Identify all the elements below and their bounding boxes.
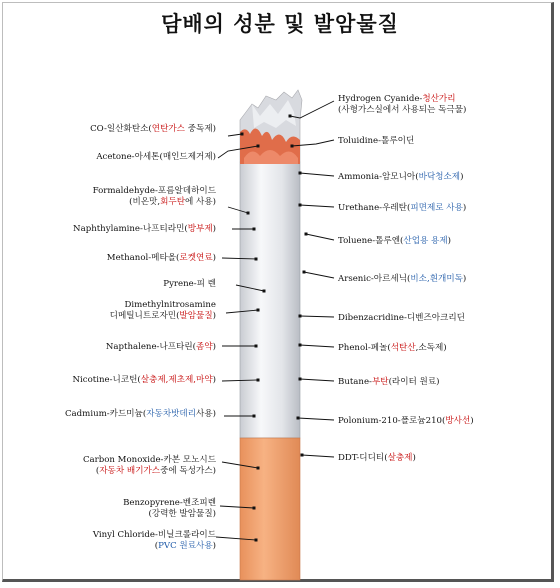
label-napthalene [106, 342, 216, 353]
leader-dot-pyrene [263, 290, 266, 293]
highlight-text: 로켓연료 [179, 253, 213, 263]
leader-line-polonium [298, 418, 334, 420]
label-line [123, 509, 216, 520]
highlight-text: 자동차밧데리 [146, 409, 197, 419]
diagram-title: 담배의 성분 및 발암물질 [161, 11, 399, 36]
label-line [338, 416, 474, 427]
cigarette-paper [240, 162, 300, 438]
highlight-text: 발암물질 [179, 311, 213, 321]
label-dibenzacridine [338, 313, 465, 324]
label-text: Dimethylnitrosamine [124, 300, 216, 310]
label-toluidine [338, 136, 414, 147]
leader-line-ddt [302, 455, 334, 457]
label-text: Vinyl Chloride-비닐크롤라이드 [92, 530, 216, 540]
label-text: ) [212, 253, 216, 263]
label-phenol [338, 343, 447, 354]
leader-dot-urethane [299, 204, 302, 207]
label-cadmium [65, 409, 216, 420]
label-text: ) [412, 453, 416, 463]
label-text: ) [462, 203, 467, 213]
highlight-text: 석탄산 [390, 343, 416, 353]
label-naphthylamine [73, 224, 216, 235]
leader-dot-carbon-monoxide [257, 467, 260, 470]
label-text: ) [460, 172, 464, 182]
label-line [338, 236, 451, 247]
highlight-text: 방부제 [187, 224, 213, 234]
leader-line-dibenzacridine [300, 316, 334, 317]
label-text: DDT-디디티( [338, 453, 388, 463]
label-line [107, 253, 216, 264]
label-line [93, 186, 216, 197]
label-text: Hydrogen Cyanide- [338, 94, 423, 104]
leader-line-ammonia [300, 173, 334, 176]
cigarette-filter [240, 438, 300, 580]
label-line [123, 498, 216, 509]
label-line [93, 530, 216, 541]
highlight-text: PVC 원료사용 [158, 541, 213, 551]
label-text: (강력한 발암물질) [148, 509, 216, 519]
label-dimethylnitrosamine [110, 300, 216, 322]
label-text: Toluene-톨루엔( [338, 236, 404, 246]
highlight-text: 살충제 [387, 453, 413, 463]
highlight-text: 연탄가스 [151, 124, 185, 134]
label-line [93, 541, 216, 552]
highlight-text: 산업용 용제 [403, 236, 448, 246]
leader-dot-dibenzacridine [299, 315, 302, 318]
label-co [90, 124, 216, 135]
label-line [338, 453, 416, 464]
highlight-text: 청산가리 [422, 94, 456, 104]
label-text: Phenol-페놀( [338, 343, 391, 353]
label-polonium [338, 416, 474, 427]
leader-line-butane [300, 379, 334, 381]
highlight-text: 바닥청소제 [418, 172, 461, 182]
label-line [65, 409, 216, 420]
label-vinyl-chloride [93, 530, 216, 552]
label-line [96, 152, 216, 163]
label-text: Carbon Monoxide-카본 모노시드 [82, 455, 216, 465]
label-text: Benzopyrene-벤조피렌 [123, 498, 216, 508]
label-line [338, 172, 463, 183]
highlight-text: 회두탄 [160, 197, 185, 207]
label-text: ) [212, 375, 216, 385]
label-text: Nicotine-니코틴( [72, 375, 141, 385]
label-text: ) [212, 342, 216, 352]
leader-dot-methanol [255, 258, 258, 261]
leader-dot-nicotine [257, 379, 260, 382]
label-formaldehyde [93, 186, 216, 208]
label-benzopyrene [123, 498, 216, 520]
label-line [110, 300, 216, 311]
leader-dot-naphthylamine [253, 228, 256, 231]
leader-dot-ddt [301, 454, 304, 457]
label-line [90, 124, 216, 135]
label-text: Ammonia-암모니아( [338, 172, 419, 182]
label-nicotine [73, 375, 217, 386]
label-text: Acetone-아세톤(매인드제거제) [96, 152, 216, 162]
leader-dot-formaldehyde [247, 212, 250, 215]
label-arsenic [338, 274, 466, 285]
label-text: Urethane-우레탄( [338, 203, 411, 213]
label-text: (비온맛, [129, 197, 161, 207]
leader-dot-arsenic [303, 271, 306, 274]
leader-dot-toluene [305, 233, 308, 236]
leader-dot-napthalene [255, 345, 258, 348]
leader-line-urethane [300, 205, 334, 207]
label-text: Butane- [338, 377, 372, 387]
label-line [163, 279, 216, 290]
label-urethane [338, 203, 466, 214]
label-text: Pyrene-피 렌 [163, 279, 216, 289]
leader-line-phenol [300, 345, 334, 347]
highlight-text: 피면제로 사용 [410, 203, 463, 213]
label-text: ) [212, 311, 216, 321]
label-line [338, 313, 465, 324]
label-methanol [107, 253, 216, 264]
leader-dot-dimethylnitrosamine [257, 309, 260, 312]
label-text: 중독제) [185, 124, 216, 134]
label-text: 디메틸니트로자민( [109, 311, 180, 321]
label-text: 중에 독성가스) [160, 466, 216, 476]
highlight-text: 부탄 [371, 377, 389, 387]
leader-dot-acetone [257, 145, 260, 148]
label-carbon-monoxide [83, 455, 216, 477]
label-text: Formaldehyde-포름알데하이드 [92, 186, 216, 196]
label-text: Methanol-메타올( [106, 253, 180, 263]
label-text: 사용) [196, 409, 216, 419]
label-line [338, 343, 447, 354]
label-line [83, 455, 216, 466]
label-text: Naphthylamine-나프티라민( [73, 224, 188, 234]
label-acetone [96, 152, 216, 163]
leader-dot-vinyl-chloride [255, 539, 258, 542]
label-text: ,소독제) [415, 343, 447, 353]
leader-dot-phenol [299, 344, 302, 347]
label-text: Cadmium-카드미늄( [64, 409, 147, 419]
leader-dot-hydrogen-cyanide [289, 115, 292, 118]
label-text: ) [447, 236, 451, 246]
label-line [73, 224, 216, 235]
label-line [106, 342, 216, 353]
leader-dot-polonium [297, 417, 300, 420]
highlight-text: 살충제,제초제,마약 [140, 375, 213, 385]
label-text: Napthalene-나프타린( [105, 342, 197, 352]
label-text: ) [462, 274, 467, 284]
leader-dot-butane [299, 378, 302, 381]
label-text: Polonium-210-폴로늄210( [338, 416, 446, 426]
label-butane [338, 377, 440, 388]
label-text: 에 사용) [185, 197, 216, 207]
leader-dot-cadmium [253, 415, 256, 418]
label-ammonia [338, 172, 463, 183]
label-ddt [338, 453, 416, 464]
label-text: ) [212, 224, 216, 234]
leader-dot-co [241, 133, 244, 136]
label-hydrogen-cyanide [338, 94, 466, 116]
label-line [110, 311, 216, 322]
label-text: ( [95, 466, 100, 476]
highlight-text: 비소,흰개미독 [410, 274, 463, 284]
highlight-text: 자동차 배기가스 [99, 466, 161, 476]
label-line [338, 105, 466, 116]
label-text: (라이터 원료) [388, 377, 440, 387]
label-line [83, 466, 216, 477]
label-line [338, 377, 440, 388]
label-text: ) [470, 416, 474, 426]
highlight-text: 방사선 [445, 416, 471, 426]
label-line [73, 375, 217, 386]
label-text: Dibenzacridine-디벤즈아크리딘 [338, 313, 465, 323]
leader-dot-toluidine [291, 145, 294, 148]
highlight-text: 좀약 [196, 342, 213, 352]
label-toluene [338, 236, 451, 247]
label-text: Arsenic-아르세닉( [338, 274, 411, 284]
ember-glow [244, 150, 298, 164]
label-text: (사형가스실에서 사용되는 독극물) [338, 105, 467, 115]
label-text: ( [154, 541, 159, 551]
label-line [338, 94, 466, 105]
label-line [338, 136, 414, 147]
label-line [93, 197, 216, 208]
label-text: CO-일산화탄소( [90, 124, 152, 134]
leader-line-toluene [306, 234, 334, 240]
label-line [338, 274, 466, 285]
label-line [338, 203, 466, 214]
label-text: Toluidine-톨루이딘 [338, 136, 415, 146]
leader-line-arsenic [304, 272, 334, 278]
label-text: ) [212, 541, 216, 551]
leader-dot-benzopyrene [253, 507, 256, 510]
leader-dot-ammonia [299, 172, 302, 175]
label-pyrene [163, 279, 216, 290]
